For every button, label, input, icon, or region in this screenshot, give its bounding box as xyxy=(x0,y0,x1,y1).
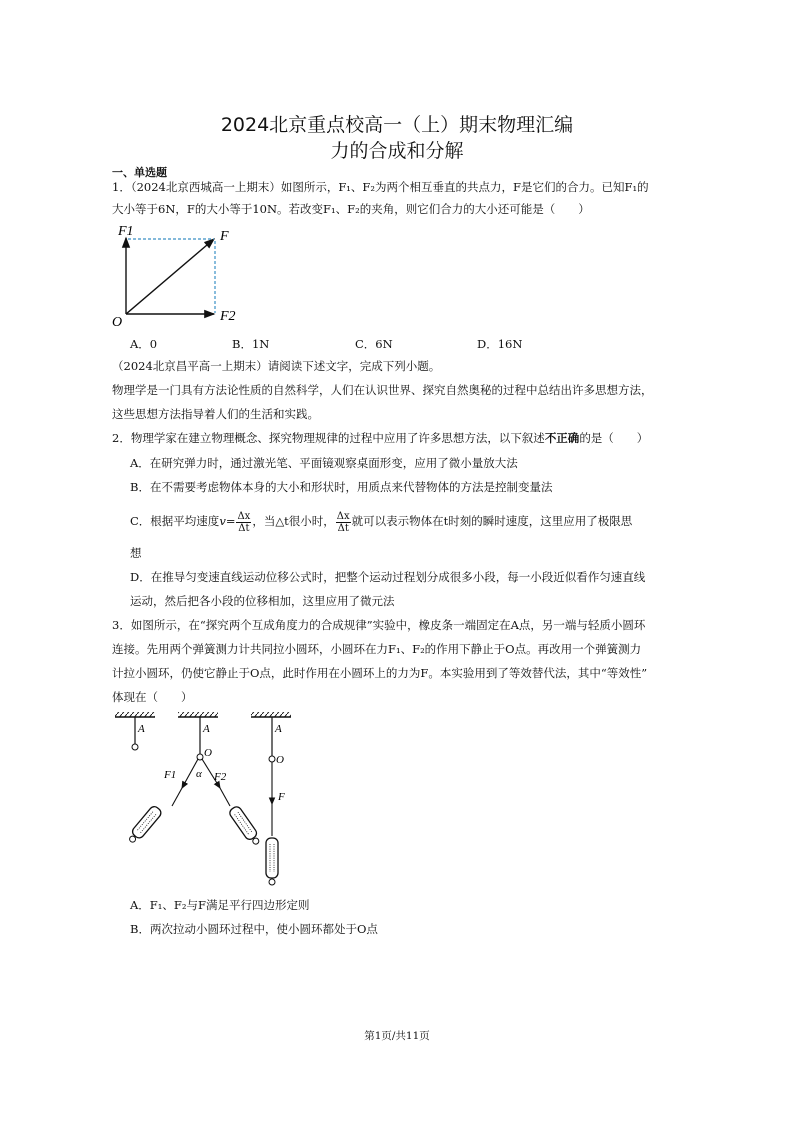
q2-option-c-cont: 想 xyxy=(130,546,142,560)
q3-line2: 连接。先用两个弹簧测力计共同拉小圆环，小圆环在力F₁、F₂的作用下静止于O点。再改用一个弹簧测力 xyxy=(112,642,642,656)
panel-1 xyxy=(115,712,155,750)
passage-source: （2024北京昌平高一上期末）请阅读下述文字，完成下列小题。 xyxy=(112,359,441,373)
q1-option-d[interactable]: D．16N xyxy=(477,337,523,351)
label-f2: F2 xyxy=(220,309,236,324)
svg-text:A: A xyxy=(203,723,210,735)
q1-force-diagram xyxy=(108,222,248,330)
svg-text:F: F xyxy=(278,791,285,803)
q2-option-b[interactable]: B．在不需要考虑物体本身的大小和形状时，用质点来代替物体的方法是控制变量法 xyxy=(130,480,553,494)
q3-line3: 计拉小圆环，仍使它静止于O点，此时作用在小圆环上的力为F。本实验用到了等效替代法，其中“等效性” xyxy=(112,666,648,680)
q3-experiment-diagram xyxy=(112,708,332,893)
passage-line1: 物理学是一门具有方法论性质的自然科学，人们在认识世界、探究自然奥秘的过程中总结出许多思想方法， xyxy=(112,383,653,397)
fraction-1: $\frac{\Delta x}{\Delta t}$ xyxy=(237,510,251,534)
q1-line1: 1．（2024北京西城高一上期末）如图所示，F₁、F₂为两个相互垂直的共点力，F是它们的合力。已知F₁的 xyxy=(112,180,649,194)
q3-line1: 3．如图所示，在“探究两个互成角度力的合成规律”实验中，橡皮条一端固定在A点，另一端与轻质小圆环 xyxy=(112,618,646,632)
svg-text:A: A xyxy=(138,723,145,735)
spring-balance-right xyxy=(228,805,262,847)
spring-balance-left xyxy=(126,805,163,846)
panel-3 xyxy=(251,712,291,885)
q1-option-b[interactable]: B．1N xyxy=(232,337,270,351)
section-heading: 一、单选题 xyxy=(112,166,167,179)
q2-option-a[interactable]: A．在研究弹力时，通过激光笔、平面镜观察桌面形变，应用了微小量放大法 xyxy=(130,456,518,470)
page-footer: 第1页/共11页 xyxy=(364,1030,430,1042)
document-subtitle: 力的合成和分解 xyxy=(330,140,464,162)
q1-option-a[interactable]: A．0 xyxy=(130,337,158,351)
q2-stem: 2．物理学家在建立物理概念、探究物理规律的过程中应用了许多思想方法，以下叙述不正确的是（ ） xyxy=(112,431,649,445)
label-f: F xyxy=(220,229,229,244)
passage-line2: 这些思想方法指导着人们的生活和实践。 xyxy=(112,407,319,421)
q2-option-c[interactable]: C．根据平均速度v= $\frac{\Delta x}{\Delta t}$ ，当△t很小时， $\frac{\Delta x}{\Delta t}$ 就可以表示物体在t时刻的瞬时速度，这里应用了极限思 xyxy=(130,510,633,534)
q3-line4: 体现在（ ） xyxy=(112,690,193,704)
fraction-2: $\frac{\Delta x}{\Delta t}$ xyxy=(336,510,350,534)
svg-text:F2: F2 xyxy=(214,771,227,783)
spring-balance-vertical xyxy=(266,838,278,885)
svg-text:A: A xyxy=(275,723,282,735)
label-o: O xyxy=(112,315,123,330)
q1-option-c[interactable]: C．6N xyxy=(355,337,393,351)
document-title: 2024北京重点校高一（上）期末物理汇编 xyxy=(220,114,574,136)
panel-2 xyxy=(126,712,262,847)
q2-option-d-cont: 运动，然后把各小段的位移相加，这里应用了微元法 xyxy=(130,594,395,608)
svg-text:O: O xyxy=(204,747,212,759)
q3-option-b[interactable]: B．两次拉动小圆环过程中，使小圆环都处于O点 xyxy=(130,922,378,936)
q2-option-d[interactable]: D．在推导匀变速直线运动位移公式时，把整个运动过程划分成很多小段，每一小段近似看作匀速直线 xyxy=(130,570,646,584)
q2-emphasis: 不正确 xyxy=(544,431,580,445)
svg-text:α: α xyxy=(196,768,202,780)
q3-option-a[interactable]: A．F₁、F₂与F满足平行四边形定则 xyxy=(130,898,310,912)
label-f1: F1 xyxy=(118,224,134,239)
svg-text:O: O xyxy=(276,754,284,766)
svg-text:F1: F1 xyxy=(164,769,177,781)
f-resultant-arrow xyxy=(126,239,214,314)
q1-line2: 大小等于6N，F的大小等于10N。若改变F₁、F₂的夹角，则它们合力的大小还可能是（ ） xyxy=(112,202,590,216)
